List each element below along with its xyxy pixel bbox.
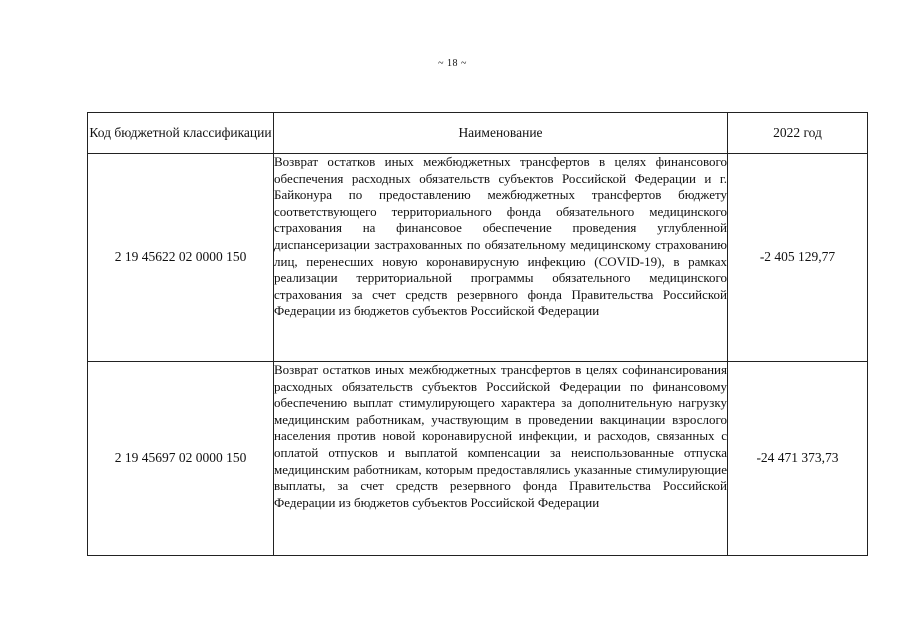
table-row bbox=[88, 362, 868, 556]
table-header-row bbox=[88, 113, 868, 154]
header-name: Наименование bbox=[274, 113, 728, 154]
amount-cell: -24 471 373,73 bbox=[728, 362, 868, 556]
header-year: 2022 год bbox=[728, 113, 868, 154]
header-code: Код бюджетной классификации bbox=[88, 113, 274, 154]
budget-code-cell: 2 19 45697 02 0000 150 bbox=[88, 362, 274, 556]
budget-classification-table bbox=[87, 112, 868, 556]
description-cell: Возврат остатков иных межбюджетных трансфертов в целях софинансирования расходных обязательств субъектов Российской Федерации по финансовому обеспечению выплат стимулирующего характера за дополнительную нагрузку медицинским работникам, участвующим в проведении вакцинации взрослого населения против новой коронавирусной инфекции, и расходов, связанных с оплатой отпусков и выплатой компенсации за неиспользованные отпуска медицинским работникам, которым предоставлялись указанные стимулирующие выплаты, за счет средств резервного фонда Правительства Российской Федерации из бюджетов субъектов Российской Федерации bbox=[274, 362, 728, 556]
budget-code-cell: 2 19 45622 02 0000 150 bbox=[88, 154, 274, 362]
table-row bbox=[88, 154, 868, 362]
amount-cell: -2 405 129,77 bbox=[728, 154, 868, 362]
description-cell: Возврат остатков иных межбюджетных трансфертов в целях финансового обеспечения расходных обязательств субъектов Российской Федерации и г. Байконура по предоставлению межбюджетных трансфертов бюджету соответствующего территориального фонда обязательного медицинского страхования на финансовое обеспечение проведения углубленной диспансеризации застрахованных по обязательному медицинскому страхованию лиц, перенесших новую коронавирусную инфекцию (COVID-19), в рамках реализации территориальной программы обязательного медицинского страхования за счет средств резервного фонда Правительства Российской Федерации из бюджетов субъектов Российской Федерации bbox=[274, 154, 728, 362]
page-number: ~ 18 ~ bbox=[438, 58, 467, 69]
